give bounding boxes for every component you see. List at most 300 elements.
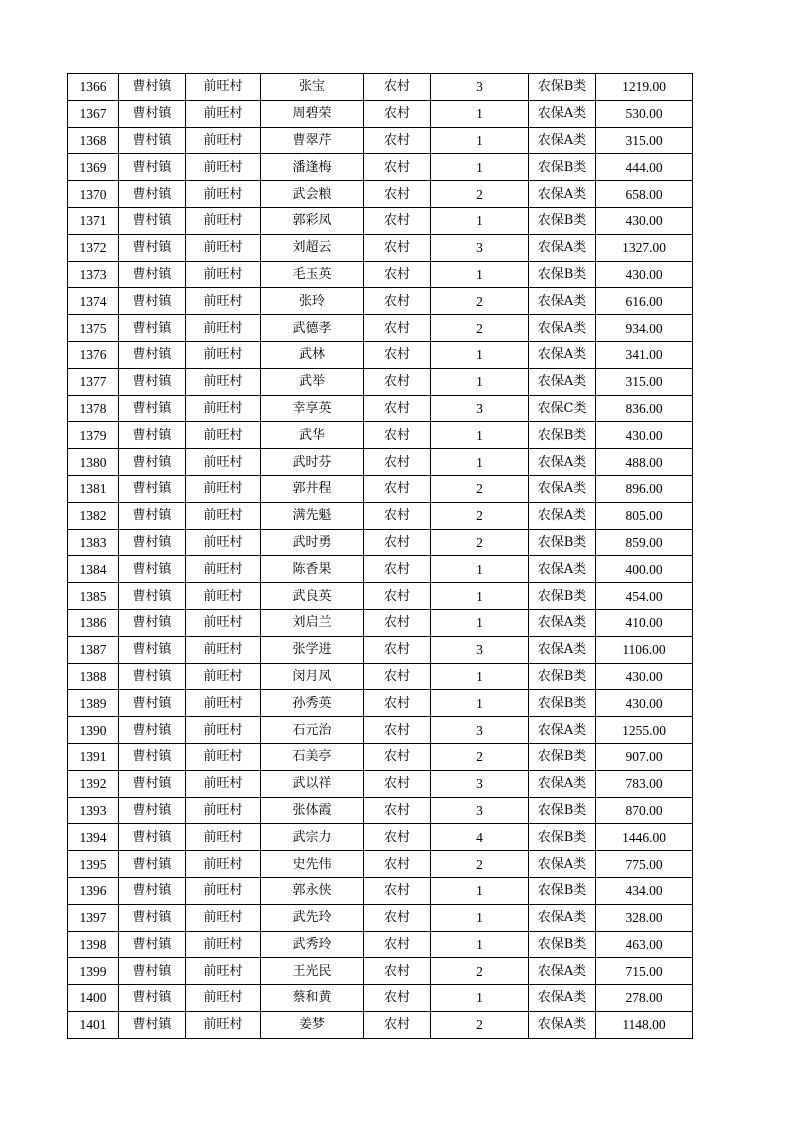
village-cell: 前旺村 [186,556,261,583]
household-type-cell: 农村 [364,609,431,636]
member-count-cell: 1 [431,154,529,181]
amount-cell: 934.00 [596,315,693,342]
name-cell: 满先魁 [261,502,364,529]
insurance-category-cell: 农保B类 [529,931,596,958]
village-cell: 前旺村 [186,154,261,181]
household-type-cell: 农村 [364,583,431,610]
member-count-cell: 1 [431,690,529,717]
town-cell: 曹村镇 [119,770,186,797]
village-cell: 前旺村 [186,904,261,931]
village-cell: 前旺村 [186,74,261,101]
name-cell: 孙秀英 [261,690,364,717]
table-row [68,422,693,449]
insurance-category-cell: 农保A类 [529,368,596,395]
name-cell: 史先伟 [261,851,364,878]
village-cell: 前旺村 [186,1011,261,1038]
amount-cell: 805.00 [596,502,693,529]
insurance-category-cell: 农保C类 [529,395,596,422]
member-count-cell: 1 [431,261,529,288]
table-row [68,636,693,663]
village-cell: 前旺村 [186,931,261,958]
household-type-cell: 农村 [364,985,431,1012]
member-count-cell: 1 [431,583,529,610]
name-cell: 毛玉英 [261,261,364,288]
amount-cell: 1219.00 [596,74,693,101]
member-count-cell: 3 [431,770,529,797]
member-count-cell: 1 [431,368,529,395]
member-count-cell: 2 [431,851,529,878]
insurance-category-cell: 农保B类 [529,743,596,770]
table-row [68,717,693,744]
town-cell: 曹村镇 [119,475,186,502]
amount-cell: 328.00 [596,904,693,931]
member-count-cell: 2 [431,958,529,985]
town-cell: 曹村镇 [119,234,186,261]
village-cell: 前旺村 [186,368,261,395]
name-cell: 张体霞 [261,797,364,824]
name-cell: 郭永侠 [261,877,364,904]
table-row [68,770,693,797]
insurance-category-cell: 农保A类 [529,985,596,1012]
household-type-cell: 农村 [364,770,431,797]
row-number-cell: 1372 [68,234,119,261]
insurance-category-cell: 农保B类 [529,207,596,234]
amount-cell: 454.00 [596,583,693,610]
table-row [68,315,693,342]
insurance-category-cell: 农保A类 [529,100,596,127]
village-cell: 前旺村 [186,100,261,127]
table-row [68,1011,693,1038]
town-cell: 曹村镇 [119,797,186,824]
amount-cell: 896.00 [596,475,693,502]
village-cell: 前旺村 [186,207,261,234]
insurance-category-cell: 农保A类 [529,636,596,663]
member-count-cell: 1 [431,449,529,476]
row-number-cell: 1366 [68,74,119,101]
insurance-category-cell: 农保A类 [529,127,596,154]
table-row [68,261,693,288]
insurance-category-cell: 农保A类 [529,234,596,261]
insurance-category-cell: 农保A类 [529,904,596,931]
member-count-cell: 1 [431,100,529,127]
table-row [68,931,693,958]
town-cell: 曹村镇 [119,717,186,744]
member-count-cell: 1 [431,422,529,449]
household-type-cell: 农村 [364,315,431,342]
member-count-cell: 3 [431,395,529,422]
member-count-cell: 3 [431,234,529,261]
table-row [68,127,693,154]
name-cell: 武良英 [261,583,364,610]
row-number-cell: 1382 [68,502,119,529]
table-row [68,556,693,583]
household-type-cell: 农村 [364,502,431,529]
table-row [68,100,693,127]
amount-cell: 434.00 [596,877,693,904]
household-type-cell: 农村 [364,931,431,958]
row-number-cell: 1380 [68,449,119,476]
town-cell: 曹村镇 [119,288,186,315]
name-cell: 郭井程 [261,475,364,502]
town-cell: 曹村镇 [119,851,186,878]
village-cell: 前旺村 [186,341,261,368]
name-cell: 蔡和黄 [261,985,364,1012]
insurance-category-cell: 农保A类 [529,475,596,502]
town-cell: 曹村镇 [119,449,186,476]
table-row [68,851,693,878]
amount-cell: 430.00 [596,690,693,717]
town-cell: 曹村镇 [119,341,186,368]
table-row [68,288,693,315]
amount-cell: 530.00 [596,100,693,127]
insurance-category-cell: 农保B类 [529,583,596,610]
member-count-cell: 2 [431,288,529,315]
village-cell: 前旺村 [186,395,261,422]
town-cell: 曹村镇 [119,609,186,636]
amount-cell: 1327.00 [596,234,693,261]
amount-cell: 658.00 [596,181,693,208]
name-cell: 刘启兰 [261,609,364,636]
member-count-cell: 3 [431,717,529,744]
name-cell: 武德孝 [261,315,364,342]
insurance-category-cell: 农保B类 [529,663,596,690]
member-count-cell: 2 [431,502,529,529]
member-count-cell: 1 [431,985,529,1012]
household-type-cell: 农村 [364,851,431,878]
row-number-cell: 1398 [68,931,119,958]
member-count-cell: 2 [431,315,529,342]
row-number-cell: 1379 [68,422,119,449]
table-row [68,663,693,690]
amount-cell: 715.00 [596,958,693,985]
row-number-cell: 1367 [68,100,119,127]
insurance-category-cell: 农保A类 [529,502,596,529]
row-number-cell: 1368 [68,127,119,154]
household-type-cell: 农村 [364,475,431,502]
village-cell: 前旺村 [186,449,261,476]
records-table [67,73,693,1039]
town-cell: 曹村镇 [119,636,186,663]
row-number-cell: 1378 [68,395,119,422]
village-cell: 前旺村 [186,690,261,717]
row-number-cell: 1373 [68,261,119,288]
name-cell: 武举 [261,368,364,395]
member-count-cell: 1 [431,341,529,368]
row-number-cell: 1385 [68,583,119,610]
row-number-cell: 1400 [68,985,119,1012]
name-cell: 曹翠芹 [261,127,364,154]
row-number-cell: 1390 [68,717,119,744]
household-type-cell: 农村 [364,877,431,904]
table-row [68,609,693,636]
name-cell: 武以祥 [261,770,364,797]
row-number-cell: 1375 [68,315,119,342]
table-row [68,877,693,904]
household-type-cell: 农村 [364,395,431,422]
table-row [68,529,693,556]
amount-cell: 775.00 [596,851,693,878]
member-count-cell: 1 [431,931,529,958]
town-cell: 曹村镇 [119,663,186,690]
town-cell: 曹村镇 [119,154,186,181]
row-number-cell: 1383 [68,529,119,556]
household-type-cell: 农村 [364,663,431,690]
insurance-category-cell: 农保A类 [529,770,596,797]
insurance-category-cell: 农保A类 [529,315,596,342]
amount-cell: 430.00 [596,207,693,234]
town-cell: 曹村镇 [119,877,186,904]
table-row [68,154,693,181]
amount-cell: 410.00 [596,609,693,636]
name-cell: 闵月凤 [261,663,364,690]
insurance-category-cell: 农保B类 [529,74,596,101]
insurance-category-cell: 农保B类 [529,824,596,851]
amount-cell: 315.00 [596,127,693,154]
household-type-cell: 农村 [364,797,431,824]
amount-cell: 870.00 [596,797,693,824]
row-number-cell: 1389 [68,690,119,717]
town-cell: 曹村镇 [119,368,186,395]
town-cell: 曹村镇 [119,690,186,717]
household-type-cell: 农村 [364,154,431,181]
row-number-cell: 1393 [68,797,119,824]
household-type-cell: 农村 [364,904,431,931]
town-cell: 曹村镇 [119,100,186,127]
household-type-cell: 农村 [364,824,431,851]
town-cell: 曹村镇 [119,207,186,234]
row-number-cell: 1369 [68,154,119,181]
village-cell: 前旺村 [186,797,261,824]
town-cell: 曹村镇 [119,315,186,342]
member-count-cell: 1 [431,877,529,904]
name-cell: 武林 [261,341,364,368]
row-number-cell: 1376 [68,341,119,368]
town-cell: 曹村镇 [119,931,186,958]
town-cell: 曹村镇 [119,422,186,449]
amount-cell: 1148.00 [596,1011,693,1038]
household-type-cell: 农村 [364,743,431,770]
member-count-cell: 2 [431,529,529,556]
village-cell: 前旺村 [186,127,261,154]
member-count-cell: 1 [431,904,529,931]
insurance-category-cell: 农保A类 [529,449,596,476]
town-cell: 曹村镇 [119,74,186,101]
table-row [68,583,693,610]
table-row [68,797,693,824]
row-number-cell: 1391 [68,743,119,770]
name-cell: 幸享英 [261,395,364,422]
village-cell: 前旺村 [186,502,261,529]
insurance-category-cell: 农保B类 [529,529,596,556]
town-cell: 曹村镇 [119,958,186,985]
row-number-cell: 1371 [68,207,119,234]
amount-cell: 430.00 [596,261,693,288]
row-number-cell: 1370 [68,181,119,208]
name-cell: 张玲 [261,288,364,315]
household-type-cell: 农村 [364,958,431,985]
town-cell: 曹村镇 [119,985,186,1012]
name-cell: 周碧荣 [261,100,364,127]
village-cell: 前旺村 [186,181,261,208]
insurance-category-cell: 农保A类 [529,181,596,208]
village-cell: 前旺村 [186,824,261,851]
town-cell: 曹村镇 [119,181,186,208]
town-cell: 曹村镇 [119,502,186,529]
household-type-cell: 农村 [364,74,431,101]
member-count-cell: 2 [431,181,529,208]
town-cell: 曹村镇 [119,529,186,556]
name-cell: 石元治 [261,717,364,744]
table-row [68,395,693,422]
name-cell: 张宝 [261,74,364,101]
amount-cell: 1446.00 [596,824,693,851]
table-row [68,181,693,208]
amount-cell: 463.00 [596,931,693,958]
village-cell: 前旺村 [186,315,261,342]
table-row [68,234,693,261]
name-cell: 陈香果 [261,556,364,583]
table-row [68,74,693,101]
insurance-category-cell: 农保A类 [529,1011,596,1038]
table-row [68,449,693,476]
household-type-cell: 农村 [364,207,431,234]
member-count-cell: 2 [431,743,529,770]
village-cell: 前旺村 [186,985,261,1012]
amount-cell: 859.00 [596,529,693,556]
amount-cell: 907.00 [596,743,693,770]
household-type-cell: 农村 [364,1011,431,1038]
town-cell: 曹村镇 [119,1011,186,1038]
household-type-cell: 农村 [364,234,431,261]
row-number-cell: 1374 [68,288,119,315]
village-cell: 前旺村 [186,583,261,610]
row-number-cell: 1399 [68,958,119,985]
row-number-cell: 1381 [68,475,119,502]
member-count-cell: 1 [431,609,529,636]
member-count-cell: 1 [431,207,529,234]
member-count-cell: 2 [431,1011,529,1038]
insurance-category-cell: 农保B类 [529,422,596,449]
household-type-cell: 农村 [364,127,431,154]
name-cell: 武华 [261,422,364,449]
name-cell: 武会粮 [261,181,364,208]
row-number-cell: 1396 [68,877,119,904]
table-row [68,502,693,529]
household-type-cell: 农村 [364,288,431,315]
town-cell: 曹村镇 [119,824,186,851]
insurance-category-cell: 农保A类 [529,609,596,636]
name-cell: 姜梦 [261,1011,364,1038]
table-row [68,341,693,368]
village-cell: 前旺村 [186,958,261,985]
name-cell: 王光民 [261,958,364,985]
household-type-cell: 农村 [364,181,431,208]
insurance-category-cell: 农保A类 [529,851,596,878]
table-row [68,824,693,851]
household-type-cell: 农村 [364,717,431,744]
village-cell: 前旺村 [186,422,261,449]
insurance-category-cell: 农保B类 [529,261,596,288]
village-cell: 前旺村 [186,475,261,502]
village-cell: 前旺村 [186,877,261,904]
member-count-cell: 3 [431,74,529,101]
table-row [68,958,693,985]
village-cell: 前旺村 [186,234,261,261]
town-cell: 曹村镇 [119,904,186,931]
table-row [68,475,693,502]
row-number-cell: 1377 [68,368,119,395]
amount-cell: 616.00 [596,288,693,315]
name-cell: 郭彩凤 [261,207,364,234]
table-row [68,690,693,717]
insurance-category-cell: 农保A类 [529,341,596,368]
amount-cell: 430.00 [596,663,693,690]
household-type-cell: 农村 [364,529,431,556]
member-count-cell: 1 [431,127,529,154]
name-cell: 武先玲 [261,904,364,931]
village-cell: 前旺村 [186,663,261,690]
name-cell: 刘超云 [261,234,364,261]
town-cell: 曹村镇 [119,261,186,288]
insurance-category-cell: 农保A类 [529,288,596,315]
row-number-cell: 1387 [68,636,119,663]
household-type-cell: 农村 [364,636,431,663]
row-number-cell: 1388 [68,663,119,690]
town-cell: 曹村镇 [119,583,186,610]
town-cell: 曹村镇 [119,743,186,770]
name-cell: 武时芬 [261,449,364,476]
name-cell: 石美亭 [261,743,364,770]
amount-cell: 1255.00 [596,717,693,744]
insurance-category-cell: 农保B类 [529,797,596,824]
amount-cell: 278.00 [596,985,693,1012]
amount-cell: 444.00 [596,154,693,181]
village-cell: 前旺村 [186,636,261,663]
amount-cell: 836.00 [596,395,693,422]
row-number-cell: 1386 [68,609,119,636]
insurance-category-cell: 农保B类 [529,690,596,717]
name-cell: 潘逢梅 [261,154,364,181]
household-type-cell: 农村 [364,100,431,127]
household-type-cell: 农村 [364,261,431,288]
amount-cell: 315.00 [596,368,693,395]
records-body [68,74,693,1039]
household-type-cell: 农村 [364,368,431,395]
household-type-cell: 农村 [364,422,431,449]
row-number-cell: 1392 [68,770,119,797]
insurance-category-cell: 农保A类 [529,717,596,744]
member-count-cell: 2 [431,475,529,502]
insurance-category-cell: 农保A类 [529,556,596,583]
row-number-cell: 1395 [68,851,119,878]
insurance-category-cell: 农保A类 [529,958,596,985]
table-row [68,207,693,234]
town-cell: 曹村镇 [119,395,186,422]
table-row [68,985,693,1012]
member-count-cell: 3 [431,636,529,663]
table-row [68,904,693,931]
village-cell: 前旺村 [186,261,261,288]
member-count-cell: 4 [431,824,529,851]
village-cell: 前旺村 [186,609,261,636]
table-row [68,743,693,770]
village-cell: 前旺村 [186,717,261,744]
row-number-cell: 1394 [68,824,119,851]
insurance-category-cell: 农保B类 [529,877,596,904]
name-cell: 武秀玲 [261,931,364,958]
amount-cell: 488.00 [596,449,693,476]
amount-cell: 1106.00 [596,636,693,663]
